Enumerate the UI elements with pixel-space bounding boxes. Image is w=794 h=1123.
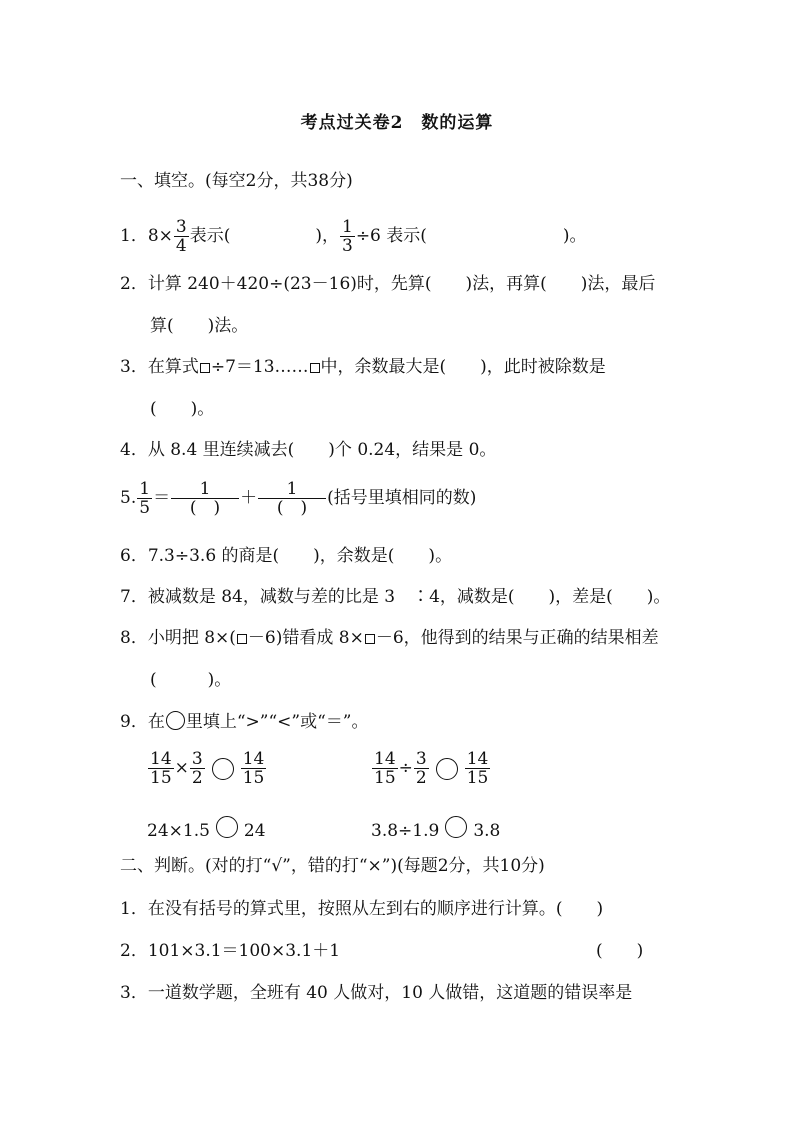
c2-fraction-b (414, 750, 429, 787)
circle-icon (166, 711, 185, 730)
q9-part1: 9．在 (120, 712, 165, 732)
question-1-8-line2: ( )。 (150, 670, 232, 690)
q2-2-text: 2．101×3.1＝100×3.1＋1 (120, 941, 341, 961)
q1-f2-num: 1 (341, 217, 353, 237)
q5-fraction-0 (137, 480, 152, 517)
q1-f2-den: 3 (341, 236, 353, 256)
q5-eq: ＝ (153, 488, 171, 508)
compare-2 (371, 750, 491, 787)
question-1-5 (120, 480, 476, 517)
question-1-3-line1 (120, 356, 606, 378)
question-2-2 (120, 940, 340, 962)
q5-suffix: (括号里填相同的数) (327, 488, 477, 508)
q8-part3: －6，他得到的结果与正确的结果相差 (375, 628, 659, 648)
q5-fb-den: ( ) (276, 498, 308, 518)
answer-circle-icon[interactable] (445, 816, 467, 838)
question-1-2-line2: 算( )法。 (150, 316, 249, 336)
c2-b-den: 2 (415, 768, 427, 788)
q5-plus: ＋ (240, 488, 258, 508)
blank-box-icon (365, 634, 375, 644)
q5-fa-num: 1 (171, 480, 239, 499)
question-1-4: 4．从 8.4 里连续减去( )个 0.24，结果是 0。 (120, 440, 497, 460)
c2-a-den: 15 (374, 768, 396, 788)
question-1-7: 7．被减数是 84，减数与差的比是 3 ∶4，减数是( )，差是( )。 (120, 587, 671, 607)
question-1-3-line2: ( )。 (150, 399, 215, 419)
c1-b-num: 3 (191, 749, 203, 769)
q1-f1-den: 4 (175, 236, 187, 256)
q1-fraction-1 (174, 218, 189, 255)
answer-circle-icon[interactable] (436, 758, 458, 780)
c1-op: × (174, 758, 189, 778)
blank-box-icon (200, 363, 210, 373)
question-1-1 (120, 218, 587, 255)
q5-fa-den: ( ) (189, 498, 221, 518)
c2-op: ÷ (398, 758, 413, 778)
c1-fraction-r (241, 750, 267, 787)
q3-part1: 3．在算式 (120, 357, 199, 377)
c3-right: 24 (243, 821, 266, 841)
q5-f0-num: 1 (139, 479, 151, 499)
q5-fraction-a (171, 480, 239, 517)
q2-2-answer-blank[interactable]: ( ) (596, 941, 644, 961)
section-1-heading: 一、填空。(每空2分，共38分) (120, 171, 353, 191)
c2-fraction-r (465, 750, 491, 787)
q3-part2: ÷7＝13…… (210, 357, 309, 377)
c4-left: 3.8÷1.9 (371, 821, 440, 841)
q3-part3: 中，余数最大是( )，此时被除数是 (320, 357, 606, 377)
section-2-heading: 二、判断。(对的打“√”，错的打“×”)(每题2分，共10分) (120, 856, 545, 876)
q1-f1-num: 3 (175, 217, 187, 237)
q8-part2: －6)错看成 8× (247, 628, 364, 648)
answer-circle-icon[interactable] (216, 816, 238, 838)
compare-4 (371, 816, 500, 841)
c1-r-den: 15 (242, 768, 265, 788)
c2-fraction-a (372, 750, 398, 787)
question-1-2-line1: 2．计算 240＋420÷(23－16)时，先算( )法，再算( )法，最后 (120, 274, 656, 294)
compare-3 (147, 816, 266, 841)
c2-a-num: 14 (374, 749, 396, 769)
compare-1 (147, 750, 267, 787)
c2-b-num: 3 (415, 749, 427, 769)
q8-part1: 8．小明把 8×( (120, 628, 236, 648)
c1-a-den: 15 (150, 768, 172, 788)
q1-text-b: ÷6 表示( )。 (355, 226, 587, 246)
blank-box-icon (237, 634, 247, 644)
question-1-9 (120, 711, 368, 733)
q1-fraction-2 (340, 218, 355, 255)
q1-prefix: 1．8× (120, 226, 173, 246)
c4-right: 3.8 (473, 821, 501, 841)
q5-fraction-b (258, 480, 326, 517)
question-2-1: 1．在没有括号的算式里，按照从左到右的顺序进行计算。( ) (120, 899, 604, 919)
q9-part2: 里填上“>”“<”或“＝”。 (185, 712, 369, 732)
c1-fraction-b (190, 750, 205, 787)
question-1-8-line1 (120, 627, 659, 649)
page-title: 考点过关卷2 数的运算 (300, 113, 494, 133)
q5-f0-den: 5 (139, 498, 151, 518)
q5-prefix: 5. (120, 488, 137, 508)
answer-circle-icon[interactable] (212, 758, 234, 780)
question-1-6: 6．7.3÷3.6 的商是( )，余数是( )。 (120, 546, 453, 566)
q1-text-a: 表示( )， (189, 226, 339, 246)
c1-r-num: 14 (242, 749, 265, 769)
c1-fraction-a (148, 750, 174, 787)
c3-left: 24×1.5 (147, 821, 210, 841)
blank-box-icon (310, 363, 320, 373)
c2-r-num: 14 (466, 749, 489, 769)
c1-b-den: 2 (191, 768, 203, 788)
c1-a-num: 14 (150, 749, 172, 769)
q5-fb-num: 1 (258, 480, 326, 499)
question-2-3: 3．一道数学题，全班有 40 人做对，10 人做错，这道题的错误率是 (120, 983, 633, 1003)
c2-r-den: 15 (466, 768, 489, 788)
